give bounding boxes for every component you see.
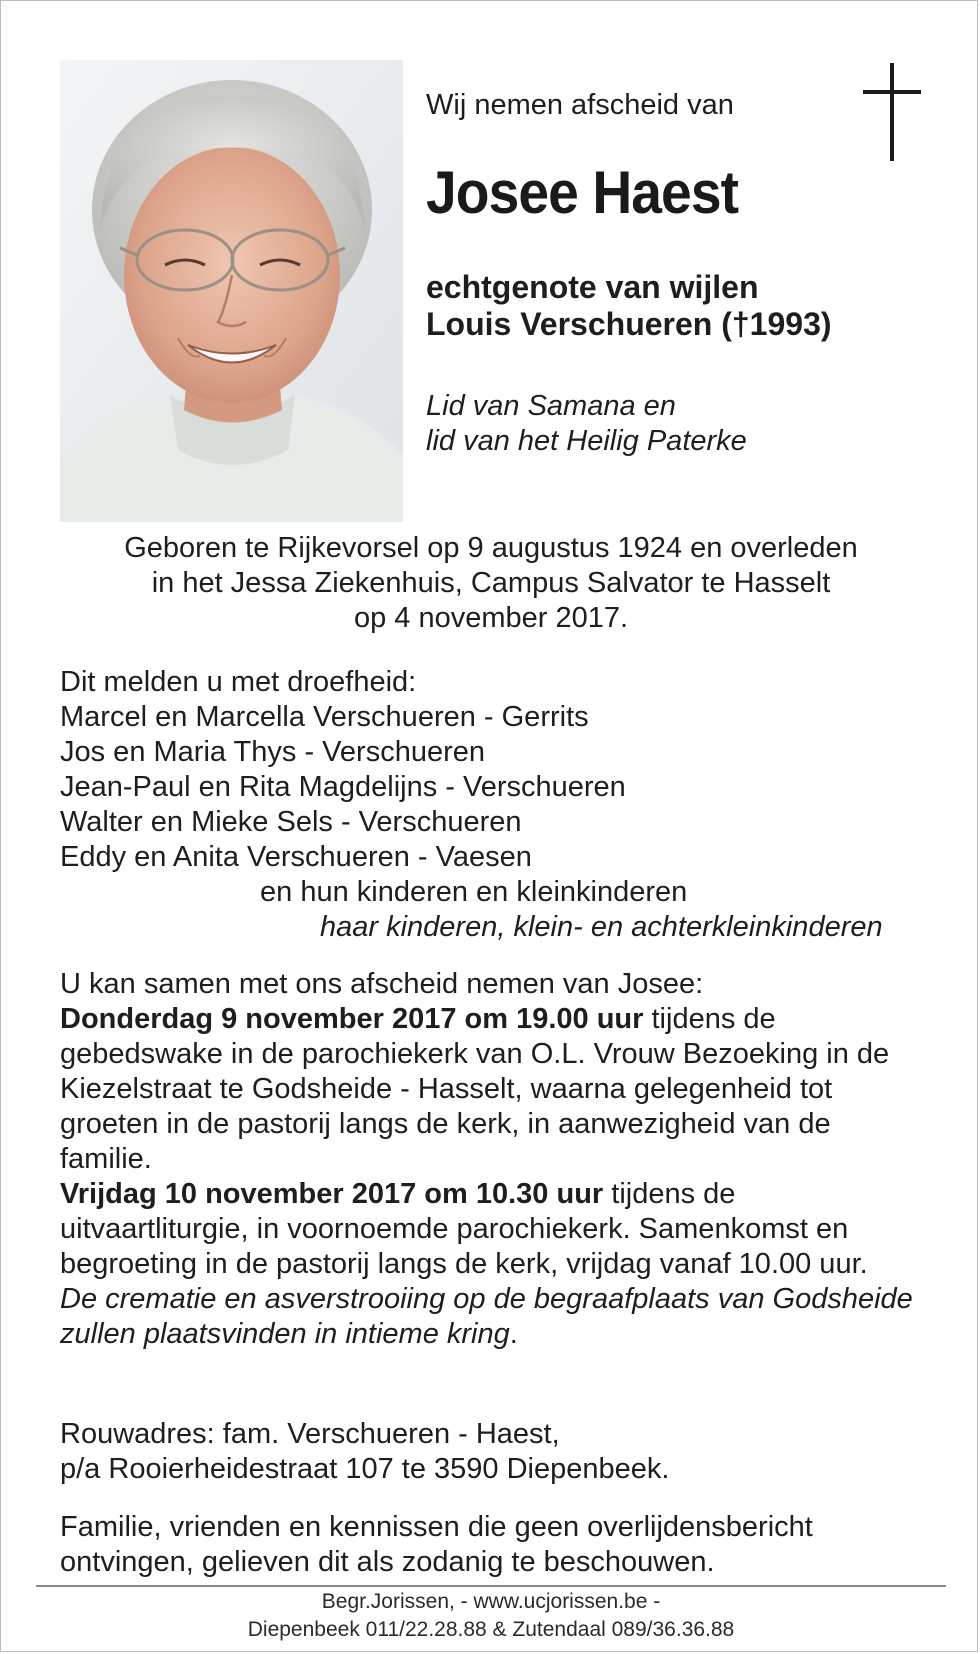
grandchildren-line: haar kinderen, klein- en achterkleinkinderen [320,911,883,943]
deceased-name: Josee Haest [426,159,739,226]
portrait-photo [60,60,403,522]
funeral-text: tijdens de uitvaartliturgie, in voornoemde parochiekerk. Samenkomst en begroeting in de pastorij langs de kerk, vrijdag vanaf 10.00 uur. [60,1178,868,1280]
address-line-2: p/a Rooierheidestraat 107 te 3590 Diepenbeek. [60,1453,670,1485]
mourning-address [60,1417,669,1487]
cremation-text: De crematie en asverstrooiing op de begraafplaats van Godsheide zullen plaatsvinden in intieme kring [60,1283,913,1350]
notice-line-2: ontvingen, gelieven dit als zodanig te beschouwen. [60,1546,715,1578]
footer-line-2: Diepenbeek 011/22.28.88 & Zutendaal 089/36.36.88 [247,1618,735,1641]
family-heading: Dit melden u met droefheid: [60,666,417,698]
cremation-end: . [509,1318,518,1350]
birth-line-3: op 4 november 2017. [353,602,629,634]
membership-info [426,389,747,459]
footer-line-1: Begr.Jorissen, - www.ucjorissen.be - [321,1590,661,1613]
funeral-paragraph [60,1177,920,1282]
notice-line-1: Familie, vrienden en kennissen die geen overlijdensbericht [60,1511,813,1543]
children-line: en hun kinderen en kleinkinderen [260,876,688,908]
service-info [60,967,920,1352]
family-list [60,665,883,945]
wake-text: tijdens de gebedswake in de parochiekerk van O.L. Vrouw Bezoeking in de Kiezelstraat te Godsheide - Hasselt, waarna gelegenheid tot groeten in de pastorij langs de kerk, in aanwezigheid van de familie. [60,1003,890,1175]
family-member: Walter en Mieke Sels - Verschueren [60,806,522,838]
cross-icon [863,63,923,161]
membership-line-2: lid van het Heilig Paterke [426,425,747,457]
address-line-1: Rouwadres: fam. Verschueren - Haest, [60,1418,560,1450]
spouse-line-1: echtgenote van wijlen [426,269,759,305]
wake-datetime: Donderdag 9 november 2017 om 19.00 uur [60,1003,644,1035]
notice-text [60,1510,813,1580]
birth-line-1: Geboren te Rijkevorsel op 9 augustus 1924 en overleden [124,532,858,564]
service-intro: U kan samen met ons afscheid nemen van Josee: [60,968,704,1000]
wake-paragraph [60,1002,920,1177]
spouse-line-2: Louis Verschueren (†1993) [426,306,832,342]
undertaker-footer [1,1588,980,1644]
intro-text: Wij nemen afscheid van [426,89,734,121]
birth-death-info [1,531,980,636]
family-member: Jos en Maria Thys - Verschueren [60,736,485,768]
birth-line-2: in het Jessa Ziekenhuis, Campus Salvator te Hasselt [151,567,831,599]
family-member: Eddy en Anita Verschueren - Vaesen [60,841,532,873]
family-member: Marcel en Marcella Verschueren - Gerrits [60,701,589,733]
membership-line-1: Lid van Samana en [426,390,676,422]
portrait-illustration [60,60,403,522]
footer-divider [36,1585,946,1587]
funeral-datetime: Vrijdag 10 november 2017 om 10.30 uur [60,1178,604,1210]
family-member: Jean-Paul en Rita Magdelijns - Verschueren [60,771,626,803]
spouse-info [426,269,832,343]
cremation-paragraph [60,1282,920,1352]
